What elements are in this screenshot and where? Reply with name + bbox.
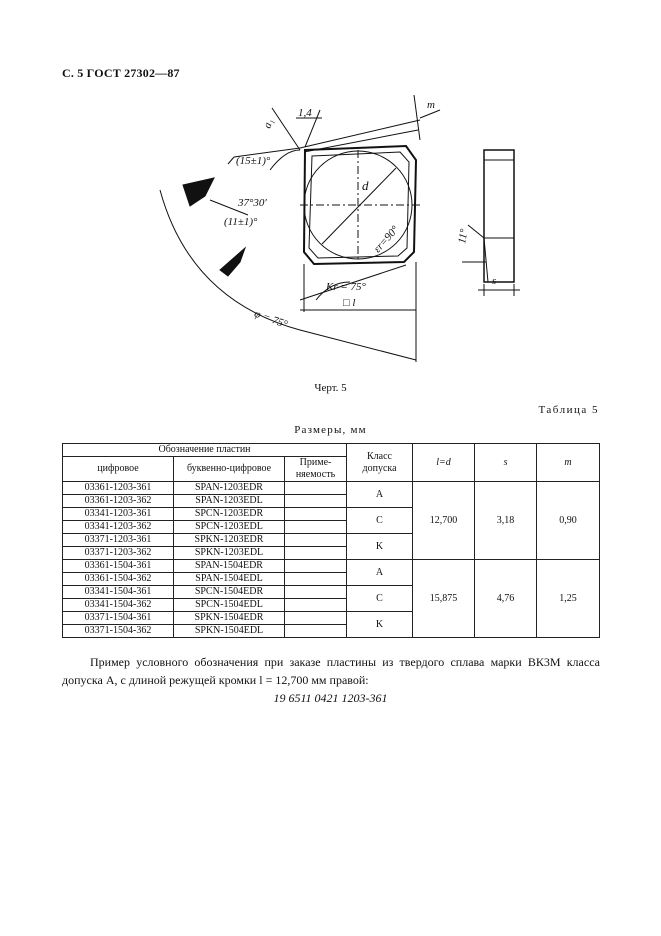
header-class: Класс допуска [347,444,413,482]
cell-alnum: SPKN-1504EDL [174,625,285,638]
cell-alnum: SPAN-1203EDL [174,495,285,508]
cell-applicability [285,599,347,612]
cell-s: 3,18 [475,482,537,560]
label-angle-11-side: (11±1)° [224,216,258,228]
table-body [63,482,600,638]
example-paragraph [62,653,600,689]
label-angle-15: (15±1)° [236,155,271,167]
cell-alnum: SPKN-1504EDR [174,612,285,625]
cell-l: 12,700 [413,482,475,560]
label-angle-37: 37°30′ [238,197,267,209]
cell-class: C [347,508,413,534]
cell-digital: 03361-1504-362 [63,573,174,586]
cell-l: 15,875 [413,560,475,638]
cell-digital: 03361-1203-361 [63,482,174,495]
label-l: □ l [343,297,356,309]
cell-digital: 03361-1504-361 [63,560,174,573]
cell-applicability [285,612,347,625]
cell-alnum: SPCN-1504EDL [174,599,285,612]
cell-alnum: SPCN-1203EDL [174,521,285,534]
dimensions-table [62,443,600,638]
cell-applicability [285,547,347,560]
label-s: s [492,275,497,287]
cell-class: A [347,482,413,508]
cell-alnum: SPKN-1203EDL [174,547,285,560]
table-title: Размеры, мм [294,424,367,436]
cell-alnum: SPKN-1203EDR [174,534,285,547]
cell-alnum: SPAN-1504EDL [174,573,285,586]
cell-digital: 03371-1504-362 [63,625,174,638]
cell-applicability [285,625,347,638]
cell-digital: 03341-1504-362 [63,599,174,612]
header-digital: цифровое [63,457,174,482]
cell-applicability [285,534,347,547]
cell-digital: 03361-1203-362 [63,495,174,508]
label-kappa: Кr = 75° [326,281,366,293]
cell-digital: 03371-1203-362 [63,547,174,560]
header-designation-group: Обозначение пластин [63,444,347,457]
cell-alnum: SPCN-1203EDR [174,508,285,521]
header-applicability: Приме- няемость [285,457,347,482]
label-d: d [362,178,369,193]
label-epsilon: εr=90° [371,223,402,256]
cell-applicability [285,586,347,599]
example-text: Пример условного обозначения при заказе пластины из твердого сплава марки ВК3М класса допуска А, с длиной режущей кромки l = 12,700 мм правой: [62,655,600,687]
table-number: Таблица 5 [538,404,599,416]
cell-class: A [347,560,413,586]
cell-applicability [285,560,347,573]
header-s: s [475,444,537,482]
side-view [484,150,514,282]
example-code: 19 6511 0421 1203-361 [273,691,388,705]
cell-digital: 03341-1504-361 [63,586,174,599]
figure-caption: Черт. 5 [314,382,347,394]
header-l: l=d [413,444,475,482]
page-header: С. 5 ГОСТ 27302—87 [62,66,180,80]
cell-digital: 03371-1203-361 [63,534,174,547]
cell-alnum: SPAN-1203EDR [174,482,285,495]
label-angle-11: 11° [456,228,471,245]
cell-digital: 03341-1203-361 [63,508,174,521]
cell-applicability [285,482,347,495]
cell-applicability [285,508,347,521]
label-phi: φ = 75° [252,307,290,331]
cell-applicability [285,495,347,508]
cell-class: K [347,534,413,560]
cell-m: 0,90 [537,482,600,560]
label-chamfer: 1,4 [298,107,312,119]
cell-s: 4,76 [475,560,537,638]
label-m: m [427,99,435,111]
cell-class: K [347,612,413,638]
cell-alnum: SPAN-1504EDR [174,560,285,573]
header-m: m [537,444,600,482]
header-alnum: буквенно-цифровое [174,457,285,482]
cell-applicability [285,521,347,534]
cell-m: 1,25 [537,560,600,638]
table-row [63,482,600,495]
cell-digital: 03371-1504-361 [63,612,174,625]
label-a1: a₁ [261,117,276,131]
cell-applicability [285,573,347,586]
cell-class: C [347,586,413,612]
cell-alnum: SPCN-1504EDR [174,586,285,599]
technical-drawing [140,95,540,370]
table-row [63,560,600,573]
cell-digital: 03341-1203-362 [63,521,174,534]
